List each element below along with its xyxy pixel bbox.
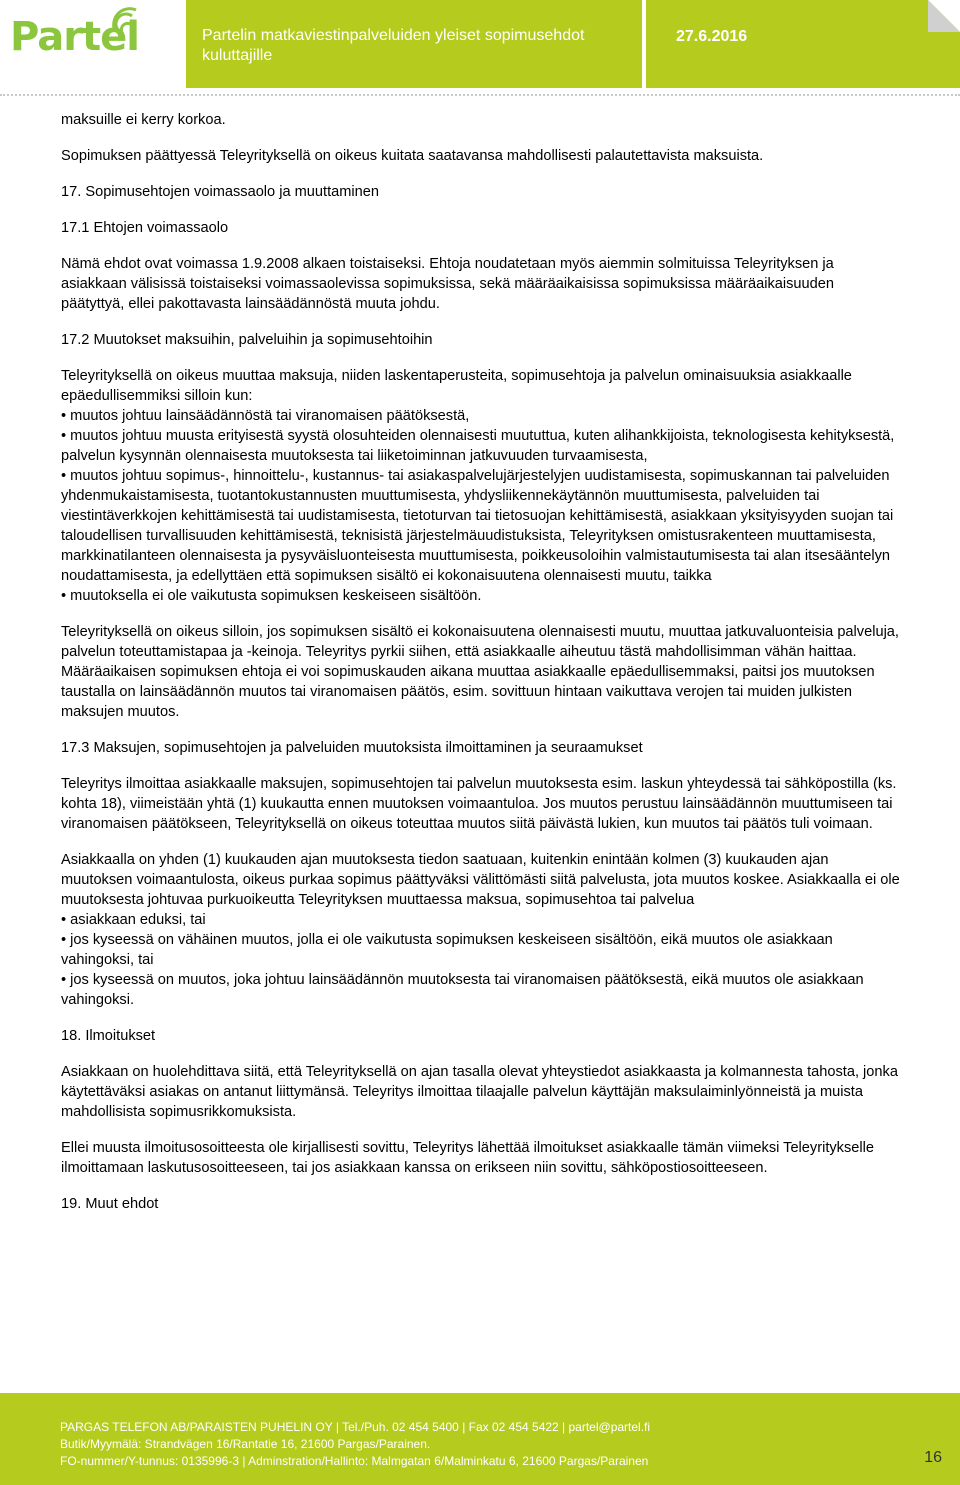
date-bar: [646, 0, 960, 88]
paragraph: Asiakkaan on huolehdittava siitä, että Teleyrityksellä on ajan tasalla olevat yhteystiedot asiakkaasta ja kolmannesta tahosta, jonka käytettäväksi asiakas on antanut liittymänsä. Teleyritys ilmoittaa tilaajalle palvelun käyttäjän maksulaiminlyönneistä ja muista mahdollisista sopimusrikkomuksista.: [61, 1064, 898, 1120]
document-title: Partelin matkaviestinpalveluiden yleiset sopimusehdot kuluttajille: [202, 27, 585, 64]
document-date: 27.6.2016: [676, 28, 748, 45]
list-item: • muutos johtuu sopimus-, hinnoittelu-, kustannus- tai asiakaspalvelujärjestelyjen uudistamisesta, sopimuskannan tai palveluiden yhdenmukaistamisesta, tuotantokustannusten muuttumisesta, yhdysliikennekäytännön muuttumisesta, palveluiden tai viestintäverkkojen kehittämisestä tai uudistamisesta, tietoturvan tai tietosuojan kehittämisestä, asiakkaan yksityisyyden suojan tai taloudellisen turvallisuuden kehittämisestä, teknisistä järjestelmäuudistuksista, Teleyrityksen omistusrakenteen muuttamisesta, markkinatilanteen olennaisesta ja pysyväisluonteisesta muuttumisesta, poikkeusoloihin valmistautumisesta tai alan itsesääntelyn noudattamisesta, ja edellyttäen että sopimuksen sisältö ei kokonaisuutena olennaisesti muutu, taikka: [61, 468, 894, 584]
page-corner-icon: [928, 0, 960, 32]
section-heading-17: 17. Sopimusehtojen voimassaolo ja muuttaminen: [61, 184, 379, 200]
footer-line: PARGAS TELEFON AB/PARAISTEN PUHELIN OY | Tel./Puh. 02 454 5400 | Fax 02 454 5422 | partel@partel.fi: [60, 1420, 651, 1434]
paragraph: Ellei muusta ilmoitusosoitteesta ole kirjallisesti sovittu, Teleyritys lähettää ilmoitukset asiakkaalle tämän viimeksi Teleyritykselle ilmoittamaan laskutusosoitteeseen, tai jos asiakkaan kanssa on erikseen niin sovittu, sähköpostiosoitteeseen.: [61, 1140, 874, 1176]
title-bar: [186, 0, 642, 88]
logo-wordmark: Partel: [10, 14, 139, 60]
list-item: • jos kyseessä on vähäinen muutos, jolla ei ole vaikutusta sopimuksen keskeiseen sisältöön, eikä muutos ole asiakkaan vahingoksi, tai: [61, 932, 833, 968]
list-item: • muutos johtuu lainsäädännöstä tai viranomaisen päätöksestä,: [61, 408, 470, 424]
section-heading-17-3: 17.3 Maksujen, sopimusehtojen ja palveluiden muutoksista ilmoittaminen ja seuraamukset: [61, 740, 643, 756]
list-item: • muutoksella ei ole vaikutusta sopimuksen keskeiseen sisältöön.: [61, 588, 482, 604]
list-item: • asiakkaan eduksi, tai: [61, 912, 206, 928]
section-heading-17-1: 17.1 Ehtojen voimassaolo: [61, 220, 229, 236]
section-heading-17-2: 17.2 Muutokset maksuihin, palveluihin ja sopimusehtoihin: [61, 332, 433, 348]
footer-contact: [60, 1419, 650, 1470]
paragraph: Asiakkaalla on yhden (1) kuukauden ajan muutoksesta tiedon saatuaan, kuitenkin enintään kolmen (3) kuukauden ajan muutoksen voimaantulosta, oikeus purkaa sopimus päättyväksi välittömästi siitä palvelusta, jota muutos koskee. Asiakkaalla ei ole muutoksesta johtuvaa purkuoikeutta Teleyrityksen muuttaessa maksua, sopimusehtoa tai palvelua: [61, 852, 900, 908]
page-footer: [0, 1393, 960, 1485]
paragraph: maksuille ei kerry korkoa.: [61, 112, 226, 128]
paragraph: Sopimuksen päättyessä Teleyrityksellä on oikeus kuitata saatavansa mahdollisesti palautettavista maksuista.: [61, 148, 764, 164]
header-divider: [0, 94, 960, 96]
paragraph: Teleyrityksellä on oikeus silloin, jos sopimuksen sisältö ei kokonaisuutena olennaisesti muutu, muuttaa jatkuvaluonteisia palveluja, palvelun toteuttamistapaa ja -keinoja. Teleyritys pyrkii siihen, että asiakkaalle aiheutuu tästä mahdollisimman vähän haittaa.: [61, 624, 899, 660]
section-heading-18: 18. Ilmoitukset: [61, 1028, 156, 1044]
document-body: [61, 110, 901, 1214]
footer-line: Butik/Myymälä: Strandvägen 16/Rantatie 16, 21600 Pargas/Parainen.: [60, 1437, 431, 1451]
partel-logo: [0, 0, 186, 90]
list-item: • muutos johtuu muusta erityisestä syystä olosuhteiden olennaisesti muututtua, kuten alihankkijoista, teknologisesta kehityksestä, palvelun kysynnän olennaisesta muutoksesta tai liiketoiminnan jatkuvuuden turvaamisesta,: [61, 428, 895, 464]
list-item: • jos kyseessä on muutos, joka johtuu lainsäädännön muutoksesta tai viranomaisen päätöksestä, eikä muutos ole asiakkaan vahingoksi.: [61, 972, 864, 1008]
paragraph: Nämä ehdot ovat voimassa 1.9.2008 alkaen toistaiseksi. Ehtoja noudatetaan myös aiemmin solmituissa Teleyrityksen ja asiakkaan välisissä toistaiseksi voimassaolevissa sopimuksissa, sekä määräaikaisissa sopimuksissa määräaikaisuuden päätyttyä, ellei pakottavasta lainsäädännöstä muuta johdu.: [61, 256, 834, 312]
page-header: [0, 0, 960, 90]
footer-line: FO-nummer/Y-tunnus: 0135996-3 | Adminstration/Hallinto: Malmgatan 6/Malminkatu 6, 21600 Pargas/Parainen: [60, 1454, 649, 1468]
paragraph: Teleyritys ilmoittaa asiakkaalle maksujen, sopimusehtojen tai palvelun muutoksesta esim. laskun yhteydessä tai sähköpostilla (ks. kohta 18), viimeistään yhtä (1) kuukautta ennen muutoksen voimaantuloa. Jos muutos perustuu lainsäädännön muuttumiseen tai viranomaisen päätökseen, Teleyrityksellä on oikeus toteuttaa muutos siitä päivästä lukien, kun muutos tai päätös tuli voimaan.: [61, 776, 897, 832]
section-heading-19: 19. Muut ehdot: [61, 1196, 159, 1212]
paragraph: Teleyrityksellä on oikeus muuttaa maksuja, niiden laskentaperusteita, sopimusehtoja ja palvelun ominaisuuksia asiakkaalle epäedullisemmiksi silloin kun:: [61, 368, 852, 404]
page-number: 16: [924, 1449, 942, 1466]
paragraph: Määräaikaisen sopimuksen ehtoja ei voi sopimuskauden aikana muuttaa asiakkaalle epäedullisemmaksi, paitsi jos muutoksen taustalla on lainsäädännön muutos tai viranomaisen päätös, esim. sovittuun hintaan vaikuttava verojen tai muiden julkisten maksujen muutos.: [61, 664, 875, 720]
